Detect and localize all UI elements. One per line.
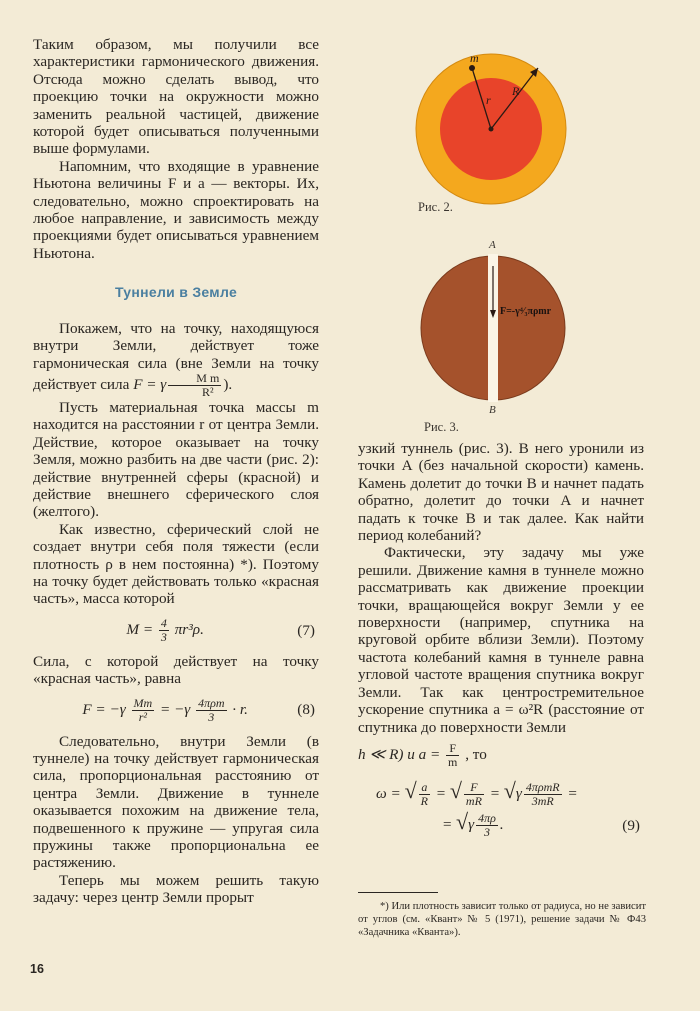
eq7-rhs: πr³ρ.	[174, 620, 204, 638]
paragraph-tunnel-problem: узкий туннель (рис. 3). В него уронили из точки A (без начальной скорости) камень. Камень долетит до точки B и начнет падать обратно, долетит до точки A и начнет падать к точке B и так далее. Как найти период колебаний?	[358, 440, 644, 545]
gamma-1: γ	[515, 784, 522, 802]
paragraph-material-point: Пусть материальная точка массы m находится на расстоянии r от центра Земли. Действие, которое оказывает на точку Земля, можно разбить на две части (рис. 2): действие внутренней сферы (красной) и действие внешнего сферического слоя (желтого).	[33, 398, 319, 521]
omega-fraction-1	[419, 781, 430, 808]
condition-numerator: F	[446, 742, 459, 756]
omega-lhs: ω =	[376, 784, 401, 802]
omega-fraction-2	[464, 781, 484, 808]
gravity-formula-numerator: M m	[168, 372, 221, 386]
page-number: 16	[30, 962, 44, 976]
figure-3-earth-tunnel	[418, 236, 578, 416]
figure-2-caption: Рис. 2.	[418, 200, 453, 214]
figure-2-earth-spheres	[412, 50, 570, 208]
equals-3: =	[567, 784, 578, 802]
paragraph-inside-earth: Следовательно, внутри Земли (в туннеле) на точку действует гармоническая сила, пропорциональная расстоянию от центра Земли. Движение в туннеле оказывается похожим на движение тела, подвешенного к пружине — упругая сила пружины также пропорциональна ее растяжению.	[33, 732, 319, 872]
paragraph-solution: Фактически, эту задачу мы уже решили. Движение камня в туннеле можно рассматривать как движение проекции точки, вращающейся вокруг Земли у ее поверхности (например, спутника на круговой орбите вблизи Земли). Поэтому частота колебаний камня в туннеле равна угловой частоте вращения спутника вокруг Земли. Так как центростремительное ускорение спутника a = ω²R (расстояние от спутника до поверхности Земли	[358, 544, 644, 736]
eq8-fraction-1	[132, 697, 155, 724]
label-B: B	[489, 404, 496, 416]
gravity-formula-lhs: F = γ	[133, 375, 167, 393]
paragraph-force-red-part: Сила, с которой действует на точку «красная часть», равна	[33, 652, 319, 688]
eq7-fraction	[159, 617, 169, 644]
equation-9: ω = √ $\frac{a}{R}$ = √ $\frac{F}{mR}$ = √γ $\frac{\text{4πρmR}}{3mR}$ = = √γ $\frac{4\pi\rho}{3}$ . (9)	[358, 781, 644, 839]
equation-7	[33, 617, 319, 644]
eq8-part-c: · r.	[232, 700, 248, 718]
footnote-divider	[358, 892, 438, 893]
sqrt-icon: √	[449, 777, 462, 803]
eq7-lhs: M =	[126, 620, 154, 638]
eq7-denominator: 3	[160, 629, 167, 644]
paragraph-spherical-layer: Как известно, сферический слой не создает внутри себя поля тяжести (если плотность ρ в нем постоянна) *). Поэтому на точку будет действовать только «красная часть», масса которой	[33, 520, 319, 608]
paragraph-conclusion: Таким образом, мы получили все характеристики гармонического движения. Отсюда можно сделать вывод, что проекцию точки на окружности можно заменить реальной частицей, движение которой будет описываться полученными выше формулами.	[33, 36, 319, 158]
eq8-denominator-2: 3	[208, 709, 215, 724]
right-column	[358, 440, 644, 845]
eq8-numerator-1: Mm	[133, 695, 153, 710]
gravity-formula-fraction	[168, 372, 221, 399]
equals-1: =	[435, 784, 447, 802]
figure-3-caption: Рис. 3.	[424, 420, 459, 434]
condition-denominator: m	[448, 754, 458, 769]
condition-end: , то	[465, 745, 487, 763]
eq8-part-a: F = −γ	[82, 700, 126, 718]
equals-4: =	[442, 815, 453, 833]
label-A: A	[489, 239, 496, 251]
condition-fraction	[446, 742, 459, 769]
sqrt-icon: √	[503, 777, 516, 803]
paragraph-newton-vectors: Напомним, что входящие в уравнение Ньютона величины F и a — векторы. Их, следовательно, можно спроектировать на любое направление, и зависимость между проекциями будет описываться уравнением Ньютона.	[33, 157, 319, 262]
paragraph-harmonic-force: Покажем, что на точку, находящуюся внутри Земли, действует тоже гармоническая сила (вне Земли на точку действует сила F = γ $\frac{\text{M m}}{\text{R²}}$ ).	[33, 319, 319, 399]
eq8-label: (8)	[297, 701, 315, 719]
omega-num-2: F	[464, 781, 484, 795]
label-m: m	[470, 51, 479, 65]
center-point	[489, 127, 494, 132]
omega-fraction-4	[476, 812, 498, 839]
eq9-label: (9)	[622, 816, 640, 834]
paragraph-condition	[358, 742, 644, 769]
omega-den-4: 3	[484, 824, 491, 839]
eq8-fraction-2	[196, 697, 226, 724]
left-column	[33, 36, 319, 907]
label-r: r	[486, 93, 491, 107]
force-label: F=-γ⁴⁄₃πρmr	[500, 306, 552, 317]
gamma-2: γ	[468, 815, 475, 833]
sqrt-icon: √	[404, 777, 417, 803]
omega-num-3: 4πρmR	[525, 779, 560, 794]
section-heading: Туннели в Земле	[114, 284, 238, 301]
sqrt-icon: √	[456, 808, 469, 834]
eq7-label: (7)	[297, 621, 315, 639]
eq8-numerator-2: 4πρm	[198, 695, 225, 710]
paragraph-problem-start: Теперь мы можем решить такую задачу: через центр Земли прорыт	[33, 871, 319, 907]
omega-fraction-3	[524, 781, 562, 808]
condition-text: h ≪ R) и a =	[358, 745, 441, 763]
point-m	[469, 65, 475, 71]
gravity-formula-denominator: R²	[202, 384, 214, 399]
omega-den-1: R	[420, 793, 428, 808]
eq7-numerator: 4	[160, 615, 167, 630]
paragraph-harmonic-force-text: Покажем, что на точку, находящуюся внутри Земли, действует тоже гармоническая сила (вне Земли на точку действует сила	[33, 319, 319, 393]
equation-8	[33, 697, 319, 724]
omega-den-3: 3mR	[531, 793, 554, 808]
eq8-part-b: = −γ	[159, 700, 191, 718]
equals-2: =	[489, 784, 500, 802]
omega-den-2: mR	[465, 793, 482, 808]
omega-num-1: a	[419, 781, 430, 795]
omega-num-4: 4πρ	[478, 810, 496, 825]
footnote: *) Или плотность зависит только от радиуса, но не зависит от углов (см. «Квант» № 5 (1971), решение задачи № Ф43 «Задачника «Кванта»).	[358, 901, 646, 938]
eq8-denominator-1: r²	[138, 709, 147, 724]
label-R: R	[512, 84, 520, 98]
